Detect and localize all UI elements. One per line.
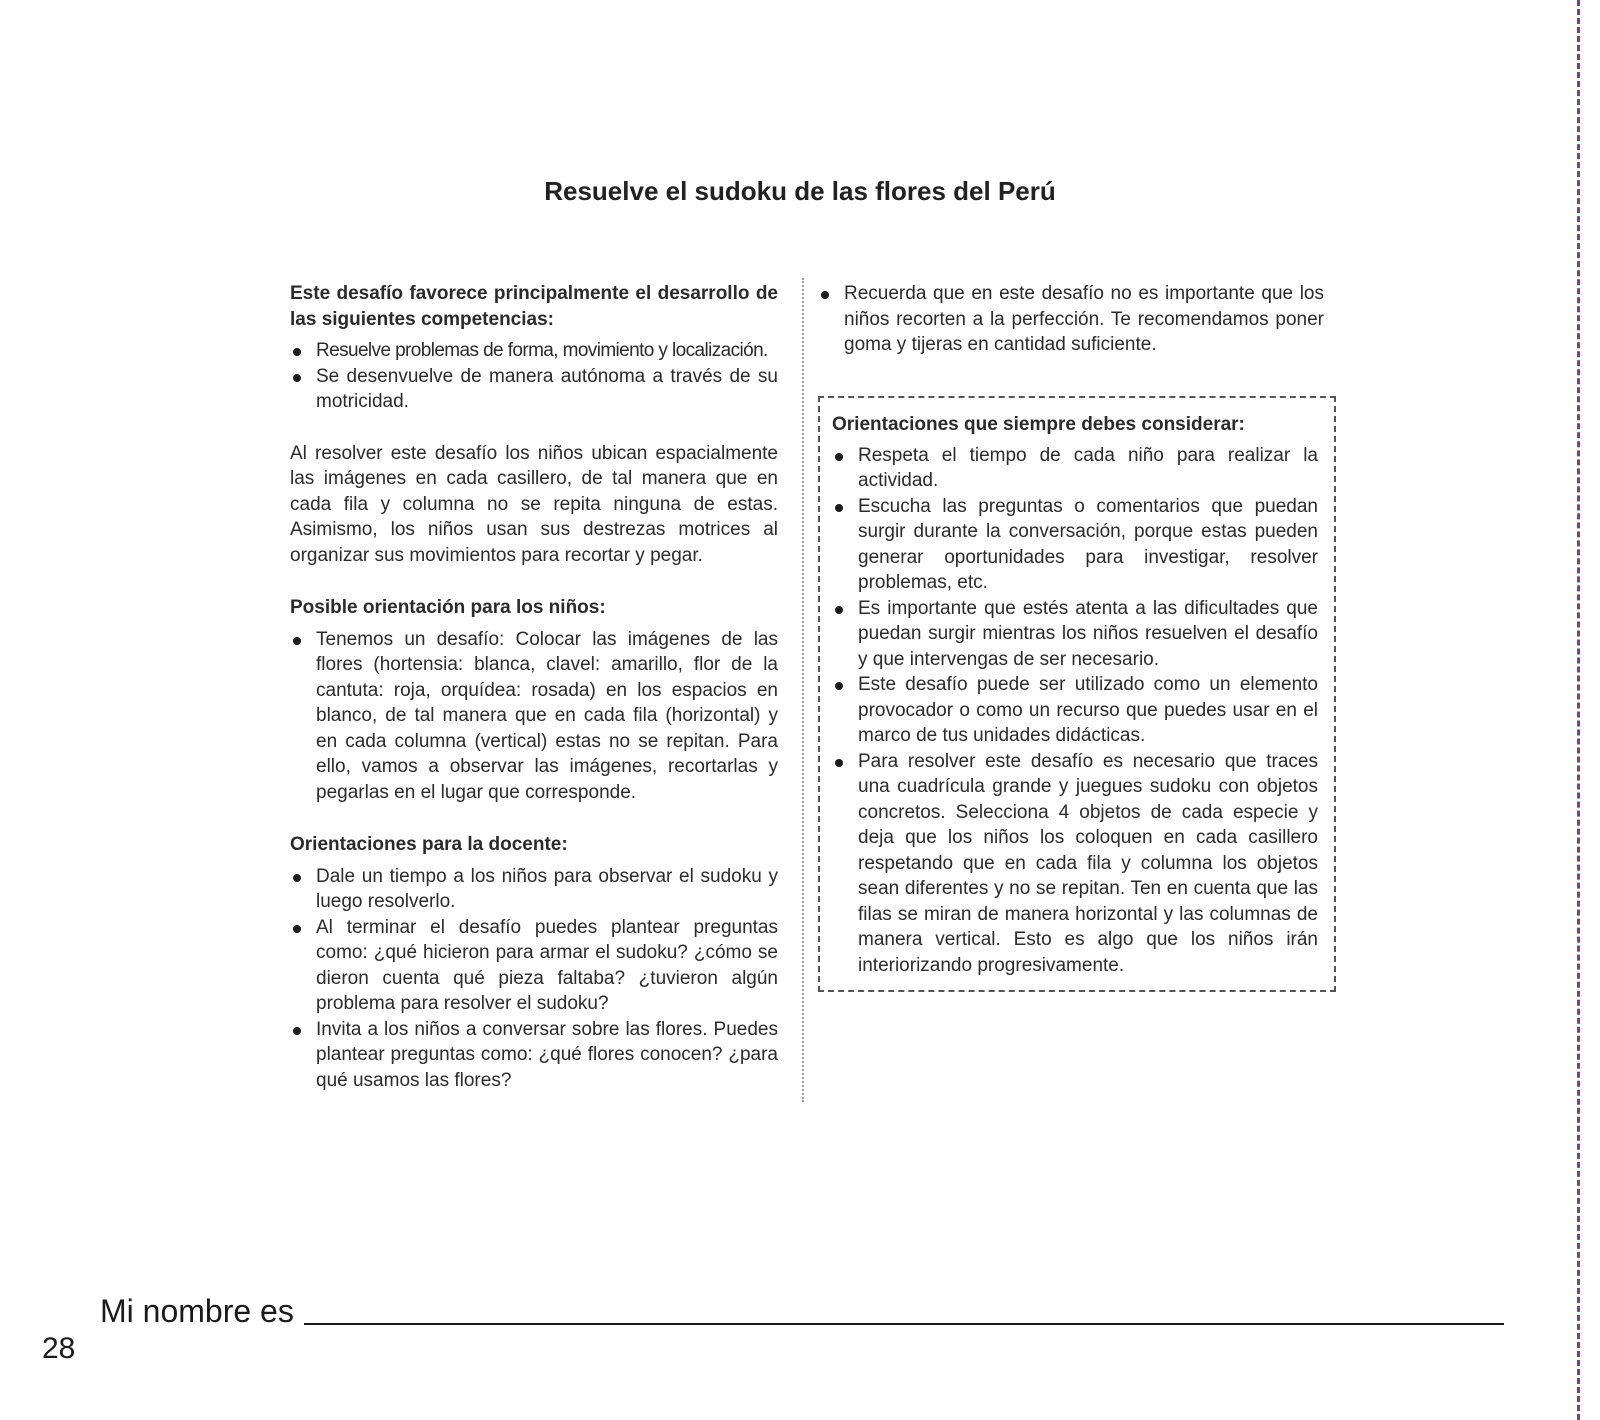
orientacion-item-text: Respeta el tiempo de cada niño para realizar la actividad. — [858, 444, 1318, 491]
bullet-icon — [821, 291, 829, 299]
list-item — [832, 494, 1318, 596]
list-item — [290, 915, 778, 1017]
bullet-icon — [835, 759, 843, 767]
list-item — [290, 864, 778, 915]
intro-paragraph: Al resolver este desafío los niños ubican espacialmente las imágenes en cada casillero, de tal manera que en cada fila y columna no se repita ninguna de estas. Asimismo, los niños usan sus destrezas motrices al organizar sus movimientos para recortar y pegar. — [290, 442, 778, 566]
list-item — [832, 596, 1318, 673]
list-item — [290, 364, 778, 415]
list-item — [290, 338, 778, 364]
bullet-icon — [835, 504, 843, 512]
bullet-icon — [293, 374, 301, 382]
competencia-text: Resuelve problemas de forma, movimiento y localización. — [316, 340, 768, 361]
list-item — [290, 1017, 778, 1094]
name-label: Mi nombre es — [100, 1293, 294, 1329]
recuerda-list — [818, 281, 1324, 358]
orientaciones-box — [818, 396, 1336, 992]
docente-text: Al terminar el desafío puedes plantear preguntas como: ¿qué hicieron para armar el sudoku? ¿cómo se dieron cuenta qué pieza faltaba? ¿tuvieron algún problema para resolver el sudoku? — [316, 916, 778, 1014]
bullet-icon — [835, 453, 843, 461]
competencias-list — [290, 338, 778, 415]
orientacion-text: Tenemos un desafío: Colocar las imágenes de las flores (hortensia: blanca, clavel: amarillo, flor de la cantuta: roja, orquídea: rosada) en los espacios en blanco, de tal manera que en cada fila (horizontal) y en cada columna (vertical) estas no se repitan. Para ello, vamos a observar las imágenes, recortarlas y pegarlas en el lugar que corresponde. — [316, 628, 778, 803]
bullet-icon — [293, 925, 301, 933]
list-item — [818, 281, 1324, 358]
docente-text: Invita a los niños a conversar sobre las flores. Puedes plantear preguntas como: ¿qué flores conocen? ¿para qué usamos las flores? — [316, 1018, 778, 1091]
page-number: 28 — [42, 1332, 76, 1365]
docente-text: Dale un tiempo a los niños para observar el sudoku y luego resolverlo. — [316, 865, 778, 912]
posible-orientacion-heading: Posible orientación para los niños: — [290, 597, 606, 618]
orientaciones-heading: Orientaciones que siempre debes considerar: — [832, 414, 1245, 435]
left-column — [290, 281, 778, 1093]
list-item — [832, 443, 1318, 494]
docente-list — [290, 864, 778, 1094]
bullet-icon — [835, 606, 843, 614]
orientacion-item-text: Para resolver este desafío es necesario que traces una cuadrícula grande y juegues sudoku con objetos concretos. Selecciona 4 objetos de cada especie y deja que los niños los coloquen en cada casillero respetando que en cada fila y columna los objetos sean diferentes y no se repitan. Ten en cuenta que las filas se miran de manera horizontal y las columnas de manera vertical. Esto es algo que los niños irán interiorizando progresivamente. — [858, 750, 1318, 976]
docente-heading: Orientaciones para la docente: — [290, 834, 568, 855]
bullet-icon — [293, 1027, 301, 1035]
page-title: Resuelve el sudoku de las flores del Perú — [544, 176, 1056, 206]
orientaciones-list — [832, 443, 1318, 979]
right-column — [818, 281, 1324, 358]
bullet-icon — [835, 682, 843, 690]
posible-orientacion-list — [290, 627, 778, 806]
list-item — [832, 672, 1318, 749]
orientacion-item-text: Escucha las preguntas o comentarios que puedan surgir durante la conversación, porque estas pueden generar oportunidades para investigar, resolver problemas, etc. — [858, 495, 1318, 593]
orientacion-item-text: Es importante que estés atenta a las dificultades que puedan surgir mientras los niños resuelven el desafío y que intervengas de ser necesario. — [858, 597, 1318, 670]
list-item — [832, 749, 1318, 979]
orientacion-item-text: Este desafío puede ser utilizado como un elemento provocador o como un recurso que puedes usar en el marco de tus unidades didácticas. — [858, 674, 1318, 746]
bullet-icon — [293, 348, 301, 356]
list-item — [290, 627, 778, 806]
cut-line — [1577, 0, 1580, 1420]
recuerda-text: Recuerda que en este desafío no es importante que los niños recorten a la perfección. Te recomendamos poner goma y tijeras en cantidad suficiente. — [844, 283, 1324, 355]
competencias-heading: Este desafío favorece principalmente el desarrollo de las siguientes competencias: — [290, 283, 778, 330]
column-divider — [802, 278, 804, 1102]
bullet-icon — [293, 874, 301, 882]
bullet-icon — [293, 637, 301, 645]
name-line — [304, 1323, 1504, 1325]
competencia-text: Se desenvuelve de manera autónoma a través de su motricidad. — [316, 365, 778, 412]
